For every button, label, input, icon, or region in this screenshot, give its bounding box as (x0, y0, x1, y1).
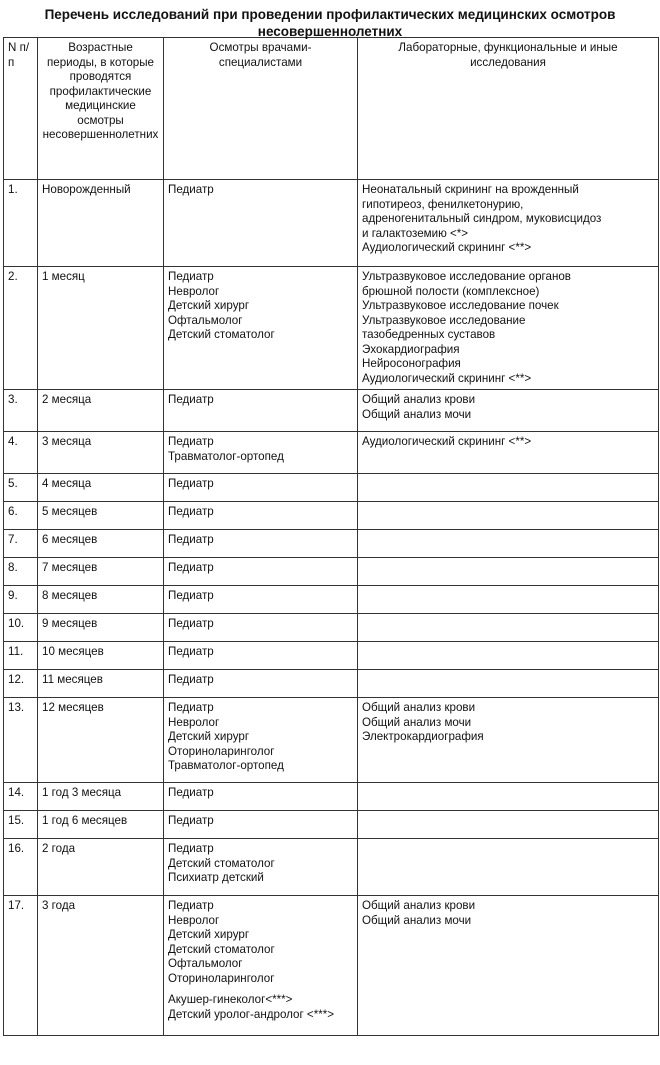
specialist-item: Педиатр (168, 899, 214, 912)
specialist-item: Педиатр (168, 270, 214, 283)
test-item: Общий анализ мочи (362, 913, 472, 927)
row-number-text: 11. (8, 645, 24, 658)
specialists-cell (164, 474, 358, 502)
specialists-cell (164, 586, 358, 614)
test-item: Нейросонография (362, 357, 461, 370)
row-number-text: 9. (8, 589, 18, 602)
specialist-item: Невролог (168, 913, 220, 927)
specialists-cell (164, 180, 358, 267)
age-period-text: 12 месяцев (42, 701, 104, 714)
age-period (38, 839, 164, 896)
specialist-item: Педиатр (168, 617, 214, 630)
specialist-item: Оториноларинголог (168, 744, 275, 758)
row-number-text: 12. (8, 673, 25, 686)
examinations-table (3, 37, 659, 1036)
row-number (4, 642, 38, 670)
row-number (4, 267, 38, 390)
header-specialists: Осмотры врачами-специалистами (164, 38, 358, 180)
tests-cell (358, 642, 659, 670)
age-period-text: 8 месяцев (42, 589, 98, 602)
specialist-item: Детский хирург (168, 299, 250, 312)
tests-cell (358, 432, 659, 474)
specialists-cell (164, 839, 358, 896)
table-row (4, 698, 659, 783)
test-item: Аудиологический скрининг <**> (362, 371, 532, 385)
test-item: адреногенитальный синдром, муковисцидоз (362, 212, 602, 225)
test-item: Ультразвуковое исследование (362, 313, 526, 327)
row-number-text: 16. (8, 842, 25, 855)
specialist-item: Педиатр (168, 435, 214, 448)
tests-cell (358, 839, 659, 896)
specialist-item: Детский хирург (168, 928, 250, 941)
age-period (38, 267, 164, 390)
row-number-text: 4. (8, 435, 18, 448)
age-period (38, 180, 164, 267)
tests-cell (358, 530, 659, 558)
table-row (4, 839, 659, 896)
table-row (4, 474, 659, 502)
age-period-text: 5 месяцев (42, 505, 98, 518)
row-number (4, 558, 38, 586)
row-number-text: 3. (8, 393, 18, 406)
specialist-item: Педиатр (168, 561, 214, 574)
specialists-cell (164, 614, 358, 642)
specialists-cell (164, 530, 358, 558)
age-period-text: Новорожденный (42, 183, 131, 196)
table-row (4, 530, 659, 558)
age-period-text: 9 месяцев (42, 617, 98, 630)
row-number-text: 2. (8, 270, 18, 283)
specialists-cell (164, 558, 358, 586)
row-number-text: 6. (8, 505, 18, 518)
tests-cell (358, 783, 659, 811)
row-number (4, 586, 38, 614)
row-number-text: 15. (8, 814, 25, 827)
age-period (38, 670, 164, 698)
tests-cell (358, 586, 659, 614)
specialist-item: Педиатр (168, 701, 214, 714)
age-period-text: 1 месяц (42, 270, 85, 283)
table-row (4, 390, 659, 432)
specialist-item: Педиатр (168, 786, 214, 799)
row-number (4, 180, 38, 267)
specialist-item: Педиатр (168, 477, 214, 490)
row-number-text: 10. (8, 617, 25, 630)
test-item: тазобедренных суставов (362, 328, 496, 341)
row-number-text: 17. (8, 899, 25, 912)
tests-cell (358, 670, 659, 698)
tests-cell (358, 267, 659, 390)
tests-cell (358, 390, 659, 432)
age-period-text: 4 месяца (42, 477, 92, 490)
tests-cell (358, 896, 659, 1036)
line-gap (168, 986, 353, 993)
table-row (4, 614, 659, 642)
header-tests: Лабораторные, функциональные и иные исследования (358, 38, 659, 180)
age-period (38, 614, 164, 642)
specialists-cell (164, 267, 358, 390)
age-period (38, 896, 164, 1036)
test-item: Эхокардиография (362, 342, 460, 356)
title-line-2: несовершеннолетних (257, 24, 403, 39)
header-number: N п/п (4, 38, 38, 180)
age-period-text: 10 месяцев (42, 645, 104, 658)
specialist-item: Детский уролог-андролог <***> (168, 1007, 335, 1021)
specialists-cell (164, 896, 358, 1036)
specialist-item: Педиатр (168, 673, 214, 686)
table-row (4, 670, 659, 698)
row-number-text: 14. (8, 786, 25, 799)
age-period (38, 811, 164, 839)
age-period-text: 2 года (42, 842, 76, 855)
test-item: Общий анализ мочи (362, 407, 472, 421)
table-row (4, 432, 659, 474)
table-row (4, 783, 659, 811)
age-period (38, 474, 164, 502)
specialist-item: Акушер-гинеколог<***> (168, 993, 293, 1006)
tests-cell (358, 180, 659, 267)
specialist-item: Детский хирург (168, 730, 250, 743)
specialist-item: Педиатр (168, 842, 214, 855)
tests-cell (358, 811, 659, 839)
age-period-text: 7 месяцев (42, 561, 98, 574)
specialist-item: Педиатр (168, 645, 214, 658)
age-period-text: 3 месяца (42, 435, 92, 448)
age-period (38, 558, 164, 586)
specialist-item: Невролог (168, 284, 220, 298)
specialists-cell (164, 783, 358, 811)
age-period (38, 530, 164, 558)
specialist-item: Педиатр (168, 393, 214, 406)
tests-cell (358, 614, 659, 642)
specialist-item: Педиатр (168, 814, 214, 827)
row-number (4, 839, 38, 896)
row-number (4, 783, 38, 811)
row-number-text: 1. (8, 183, 18, 196)
row-number (4, 670, 38, 698)
table-row (4, 267, 659, 390)
specialist-item: Детский стоматолог (168, 942, 275, 956)
tests-cell (358, 558, 659, 586)
age-period (38, 698, 164, 783)
table-row (4, 180, 659, 267)
specialists-cell (164, 390, 358, 432)
row-number (4, 530, 38, 558)
table-row (4, 502, 659, 530)
row-number (4, 614, 38, 642)
age-period (38, 432, 164, 474)
test-item: гипотиреоз, фенилкетонурию, (362, 197, 524, 211)
specialist-item: Травматолог-ортопед (168, 759, 284, 772)
age-period-text: 3 года (42, 899, 76, 912)
age-period-text: 11 месяцев (42, 673, 103, 686)
specialists-cell (164, 432, 358, 474)
test-item: Общий анализ мочи (362, 715, 472, 729)
specialist-item: Педиатр (168, 533, 214, 546)
age-period (38, 502, 164, 530)
age-period-text: 6 месяцев (42, 533, 98, 546)
age-period (38, 642, 164, 670)
age-period-text: 2 месяца (42, 393, 92, 406)
specialists-cell (164, 698, 358, 783)
specialist-item: Оториноларинголог (168, 971, 275, 985)
row-number (4, 811, 38, 839)
table-row (4, 642, 659, 670)
table-header-row (4, 38, 659, 180)
test-item: брюшной полости (комплексное) (362, 284, 540, 298)
table-row (4, 586, 659, 614)
specialist-item: Офтальмолог (168, 313, 243, 327)
table-body (4, 180, 659, 1036)
tests-cell (358, 502, 659, 530)
tests-cell (358, 474, 659, 502)
table-row (4, 811, 659, 839)
row-number-text: 7. (8, 533, 18, 546)
test-item: Общий анализ крови (362, 393, 476, 406)
test-item: Аудиологический скрининг <**> (362, 241, 532, 254)
row-number-text: 13. (8, 701, 25, 714)
specialist-item: Психиатр детский (168, 871, 264, 884)
row-number-text: 5. (8, 477, 18, 490)
specialists-cell (164, 811, 358, 839)
specialist-item: Офтальмолог (168, 957, 243, 970)
specialist-item: Педиатр (168, 505, 214, 518)
age-period-text: 1 год 3 месяца (42, 786, 122, 799)
row-number (4, 698, 38, 783)
row-number (4, 474, 38, 502)
age-period (38, 586, 164, 614)
specialist-item: Детский стоматолог (168, 856, 275, 870)
header-age-period: Возрастные периоды, в которые проводятся профилактические медицинские осмотры несовершеннолетних (38, 38, 164, 180)
row-number (4, 502, 38, 530)
test-item: Аудиологический скрининг <**> (362, 435, 532, 448)
test-item: Электрокардиография (362, 730, 484, 743)
test-item: Неонатальный скрининг на врожденный (362, 183, 579, 196)
row-number-text: 8. (8, 561, 18, 574)
table-row (4, 896, 659, 1036)
test-item: и галактоземию <*> (362, 226, 469, 240)
specialist-item: Травматолог-ортопед (168, 449, 284, 463)
row-number (4, 432, 38, 474)
row-number (4, 896, 38, 1036)
specialist-item: Педиатр (168, 183, 214, 196)
test-item: Общий анализ крови (362, 701, 476, 714)
row-number (4, 390, 38, 432)
specialists-cell (164, 502, 358, 530)
specialist-item: Невролог (168, 715, 220, 729)
age-period (38, 390, 164, 432)
specialist-item: Детский стоматолог (168, 328, 275, 341)
test-item: Общий анализ крови (362, 899, 476, 912)
test-item: Ультразвуковое исследование органов (362, 270, 571, 283)
age-period-text: 1 год 6 месяцев (42, 814, 128, 827)
specialists-cell (164, 670, 358, 698)
test-item: Ультразвуковое исследование почек (362, 299, 559, 312)
specialists-cell (164, 642, 358, 670)
document-title (0, 0, 660, 37)
age-period (38, 783, 164, 811)
title-line-1: Перечень исследований при проведении профилактических медицинских осмотров (44, 7, 616, 22)
tests-cell (358, 698, 659, 783)
specialist-item: Педиатр (168, 589, 214, 602)
table-row (4, 558, 659, 586)
